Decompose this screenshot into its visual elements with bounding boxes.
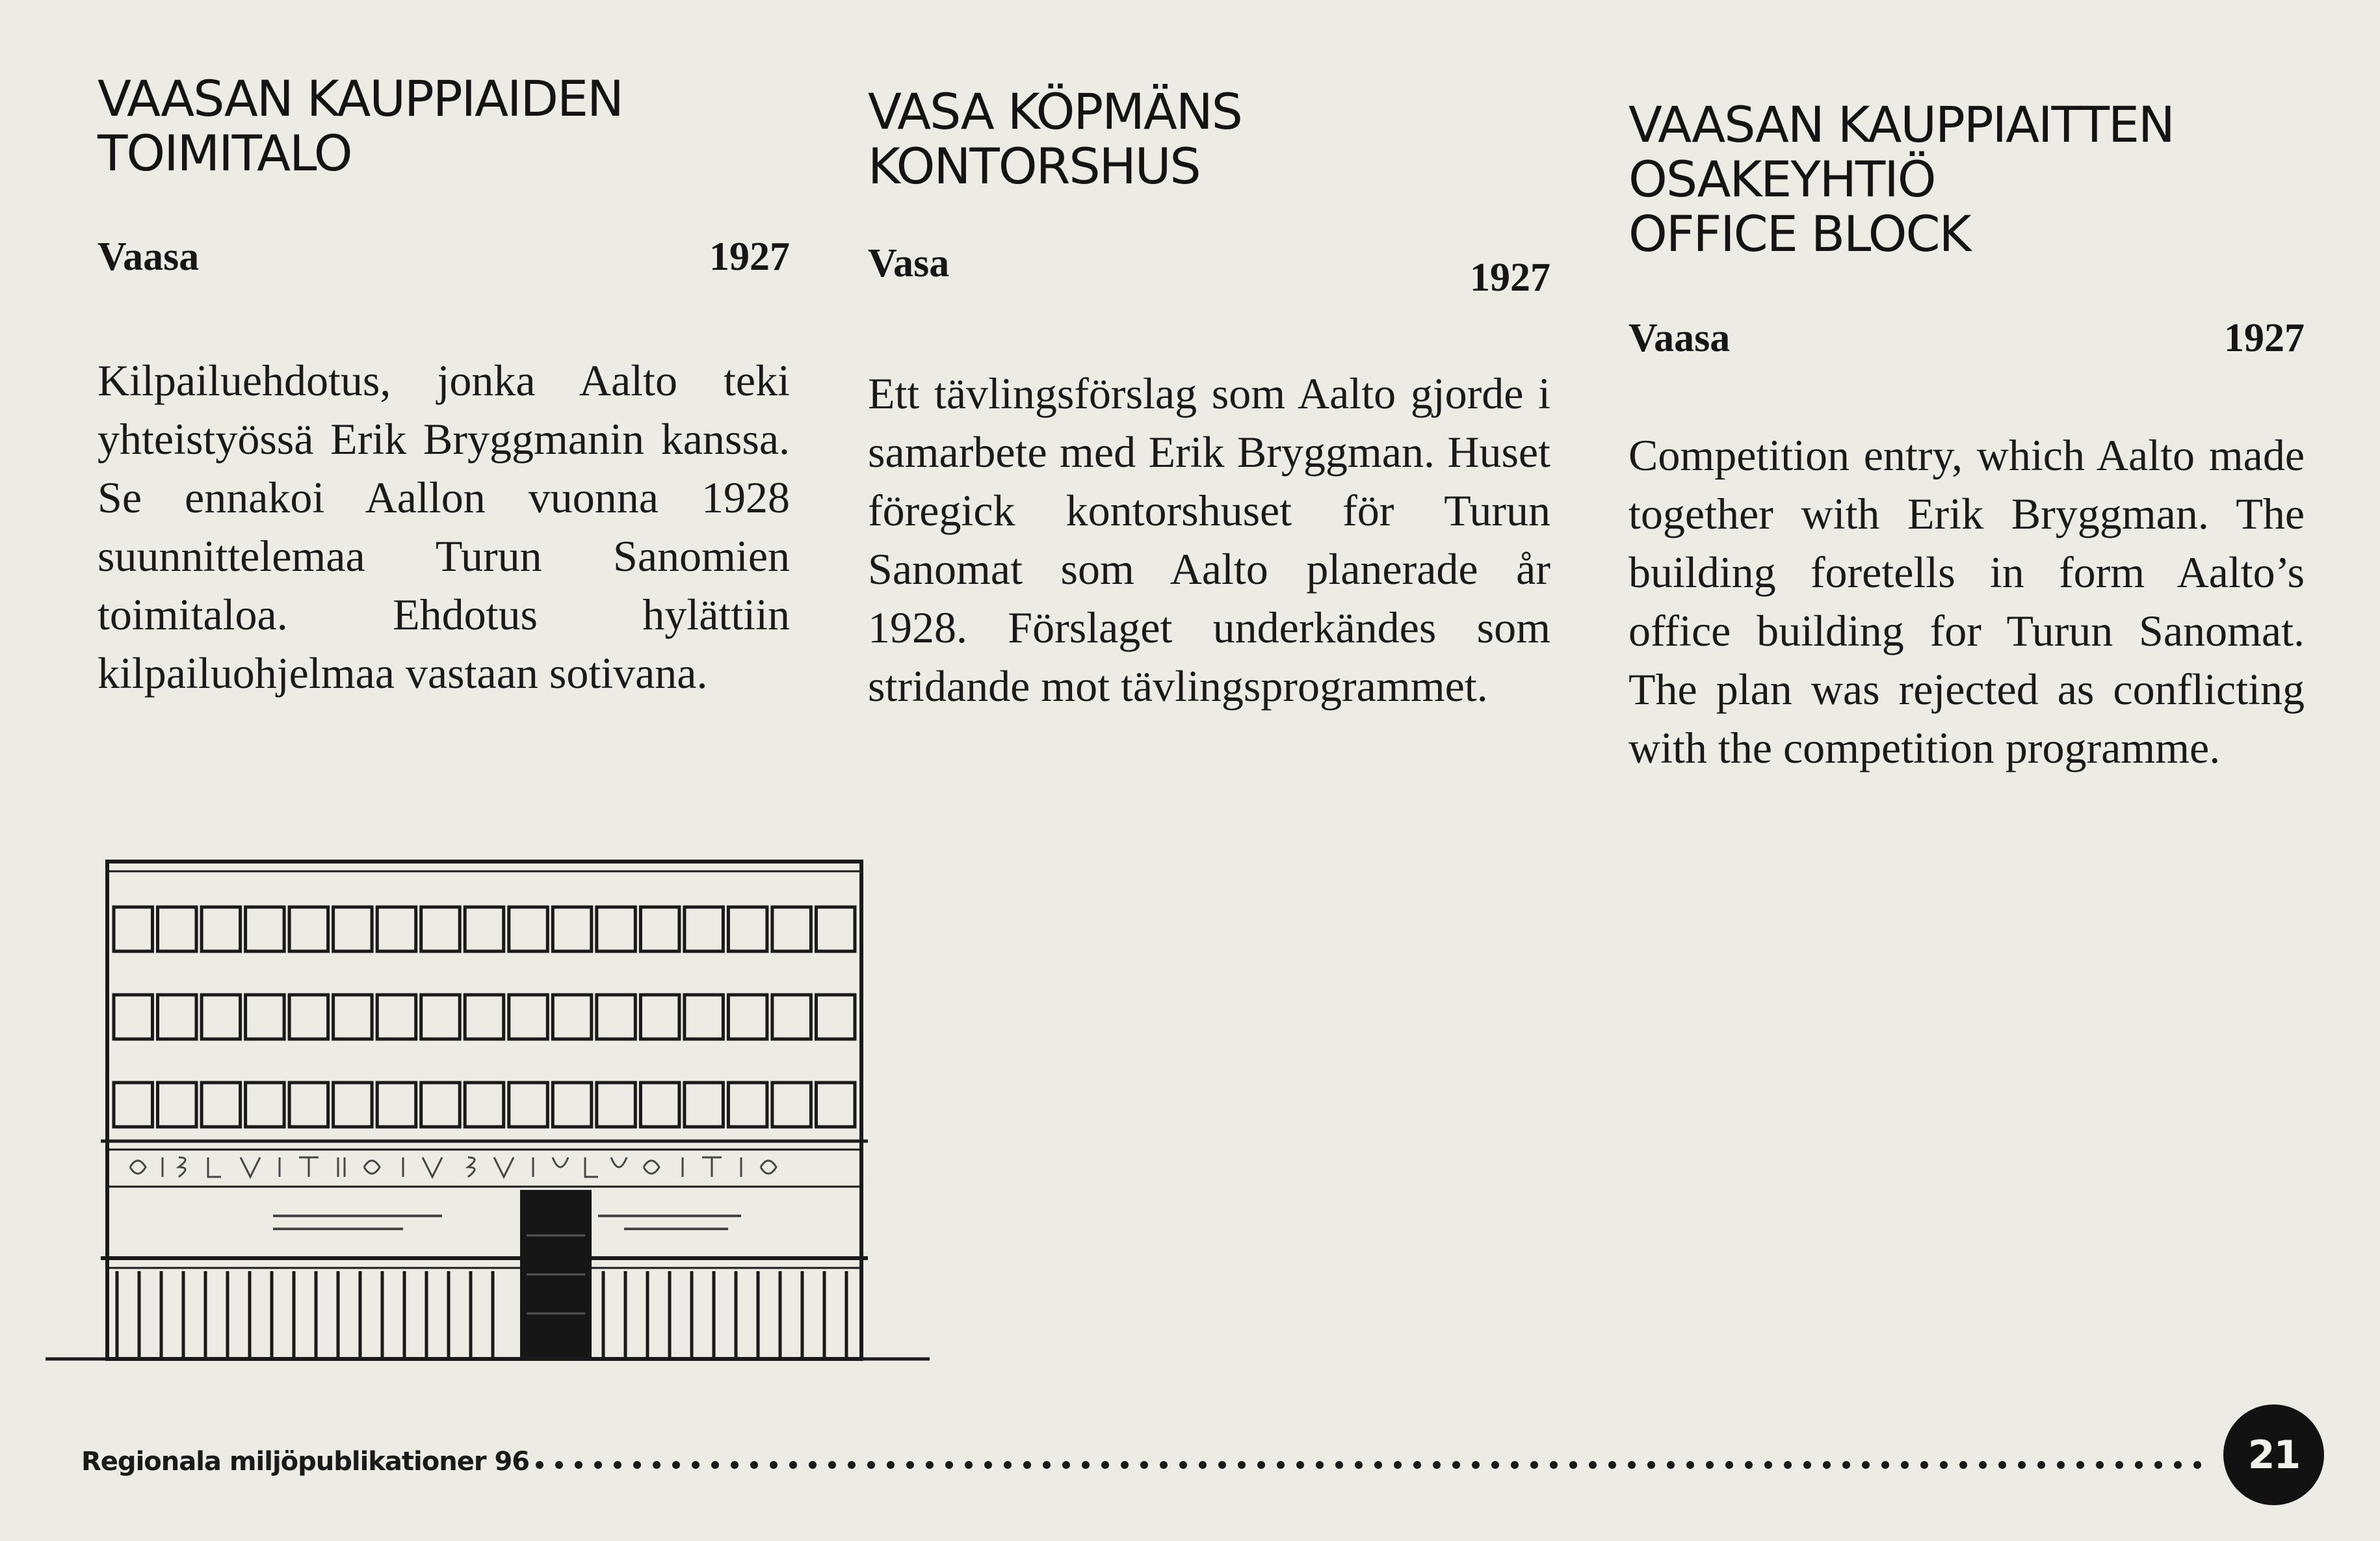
leader-dot [1608,1461,1616,1469]
heading-line: VAASAN KAUPPIAITTEN [1628,96,2174,153]
facade-window [202,907,241,951]
leader-dot [1004,1461,1012,1469]
description-text: Kilpailuehdotus, jonka Aalto teki yhteistyössä Erik Bryggmanin kanssa. Se ennakoi Aallon vuonna 1928 suunnittelemaa Turun Sanomien toimitaloa. Ehdotus hylättiin kilpailuohjelmaa vastaan sotivana. [98,356,790,698]
leader-dot [1550,1461,1558,1469]
leader-dot [2076,1461,2084,1469]
leader-dot [1589,1461,1597,1469]
facade-window [817,995,856,1039]
leader-dot [770,1461,778,1469]
leader-dot [1179,1461,1187,1469]
facade-window [597,907,636,951]
facade-window [202,1083,241,1127]
year: 1927 [2224,316,2305,360]
facade-window [377,995,416,1039]
heading-line: TOIMITALO [98,124,352,182]
year: 1927 [709,235,790,279]
leader-dot [2096,1461,2104,1469]
facade-window [597,995,636,1039]
facade-window [377,1083,416,1127]
leader-dot [1998,1461,2006,1469]
facade-window [421,995,460,1039]
leader-dot [1472,1461,1480,1469]
heading-line: VASA KÖPMÄNS [868,83,1242,140]
leader-dot [789,1461,797,1469]
facade-window [289,1083,328,1127]
leader-dot [1862,1461,1870,1469]
place-name: Vasa [868,241,950,285]
facade-window [158,995,197,1039]
facade-window [685,995,724,1039]
facade-window [509,995,548,1039]
facade-window [158,1083,197,1127]
leader-dot [1842,1461,1850,1469]
heading-line: OSAKEYHTIÖ [1628,150,1935,208]
leader-dot [575,1461,582,1469]
place-name: Vaasa [98,235,200,279]
leader-dot [1745,1461,1753,1469]
facade-window [597,1083,636,1127]
leader-dot [965,1461,973,1469]
leader-dot [1940,1461,1948,1469]
facade-window [246,1083,285,1127]
facade-window [289,995,328,1039]
facade-window [553,907,592,951]
facade-window [817,1083,856,1127]
leader-dot [2115,1461,2123,1469]
leader-dot [1901,1461,1909,1469]
leader-dot [1803,1461,1811,1469]
leader-dot [926,1461,934,1469]
leader-dot [1101,1461,1109,1469]
leader-dot [984,1461,992,1469]
leader-dot [1394,1461,1402,1469]
leader-dot [1277,1461,1285,1469]
facade-window [640,1083,679,1127]
leader-dot [633,1461,641,1469]
leader-dot [906,1461,914,1469]
publication-name: Regionala miljöpublikationer 96 [81,1447,530,1477]
facade-window [246,907,285,951]
leader-dot [614,1461,621,1469]
leader-dot [731,1461,739,1469]
leader-dot [1881,1461,1889,1469]
year: 1927 [1470,256,1550,300]
leader-dot [1238,1461,1246,1469]
leader-dot [1491,1461,1499,1469]
facade-window [114,907,153,951]
heading-line: OFFICE BLOCK [1628,205,1970,263]
facade-window [465,1083,504,1127]
leader-dot [1706,1461,1714,1469]
page-number-badge [2223,1404,2324,1505]
leader-dot [1823,1461,1831,1469]
leader-dot [1218,1461,1226,1469]
heading-line: KONTORSHUS [868,137,1200,195]
leader-dot [1452,1461,1460,1469]
leader-dot [1959,1461,1967,1469]
leader-dot [1043,1461,1051,1469]
facade-window [817,907,856,951]
leader-dot [2135,1461,2143,1469]
leader-dot [867,1461,875,1469]
leader-dot [1374,1461,1382,1469]
leader-dot [1433,1461,1441,1469]
leader-dot [1647,1461,1655,1469]
facade-window [728,1083,767,1127]
leader-dot [750,1461,758,1469]
facade-window [377,907,416,951]
leader-dot [2154,1461,2162,1469]
leader-dot [1316,1461,1324,1469]
facade-window [640,995,679,1039]
facade-window [421,907,460,951]
leader-dot [1082,1461,1090,1469]
leader-dot [1160,1461,1168,1469]
leader-dot [555,1461,563,1469]
facade-window [114,995,153,1039]
leader-dot [1121,1461,1129,1469]
facade-window [158,907,197,951]
facade-window [685,907,724,951]
leader-dot [809,1461,817,1469]
leader-dot [945,1461,953,1469]
leader-dot [1296,1461,1304,1469]
leader-dot [887,1461,895,1469]
facade-window [553,995,592,1039]
facade-window [553,1083,592,1127]
leader-dot [1140,1461,1148,1469]
facade-window [465,995,504,1039]
leader-dot [828,1461,836,1469]
facade-window [202,995,241,1039]
leader-dot [594,1461,602,1469]
leader-dot [1784,1461,1792,1469]
leader-dot [1569,1461,1577,1469]
leader-dot [672,1461,680,1469]
facade-window [728,995,767,1039]
column-heading [98,72,623,181]
place-year-row [868,241,1550,300]
facade-window [465,907,504,951]
leader-dot [1667,1461,1675,1469]
leader-dot [2193,1461,2201,1469]
facade-window [772,995,811,1039]
column-heading [1628,98,2174,261]
leader-dot [1355,1461,1363,1469]
page-number: 21 [2247,1432,2300,1478]
facade-window [289,907,328,951]
description-text: Ett tävlingsförslag som Aalto gjorde i samarbete med Erik Bryggman. Huset föregick kontorshuset för Turun Sanomat som Aalto planerade år 1928. Förslaget underkändes som stridande mot tävlingsprogrammet. [868,369,1550,711]
leader-dot [2037,1461,2045,1469]
facade-window [333,995,373,1039]
leader-dot [711,1461,719,1469]
leader-dot [653,1461,660,1469]
facade-window [333,907,373,951]
leader-dot [1764,1461,1772,1469]
place-year-row [1628,315,2305,367]
leader-dot [1979,1461,1987,1469]
facade-window [772,907,811,951]
heading-line: VAASAN KAUPPIAIDEN [98,70,623,127]
leader-dot [1628,1461,1636,1469]
leader-dot [1725,1461,1733,1469]
facade-window [728,907,767,951]
leader-dot [2018,1461,2026,1469]
leader-dot [1335,1461,1343,1469]
building-facade-elevation-icon [39,845,936,1365]
facade-window [421,1083,460,1127]
facade-window [772,1083,811,1127]
leader-dot [1062,1461,1070,1469]
facade-window [333,1083,373,1127]
facade-window [509,907,548,951]
place-name: Vaasa [1628,316,1731,360]
leader-dot [1199,1461,1207,1469]
leader-dot [2057,1461,2065,1469]
facade-window [509,1083,548,1127]
column-heading [868,85,1242,194]
leader-dot [1257,1461,1265,1469]
leader-dot [1413,1461,1421,1469]
leader-dot [1530,1461,1538,1469]
facade-window [114,1083,153,1127]
leader-dot [2174,1461,2182,1469]
facade-window [685,1083,724,1127]
leader-dot [1686,1461,1694,1469]
facade-window [640,907,679,951]
facade-window [246,995,285,1039]
leader-dot [536,1461,543,1469]
leader-dot [692,1461,700,1469]
leader-dot [848,1461,856,1469]
leader-dot [1920,1461,1928,1469]
dotted-leader-line [533,1455,2210,1475]
leader-dot [1511,1461,1519,1469]
place-year-row [98,234,790,286]
description-text: Competition entry, which Aalto made together with Erik Bryggman. The building foretells in form Aalto’s office building for Turun Sanomat. The plan was rejected as conflicting with the competition programme. [1628,430,2305,772]
leader-dot [1023,1461,1031,1469]
